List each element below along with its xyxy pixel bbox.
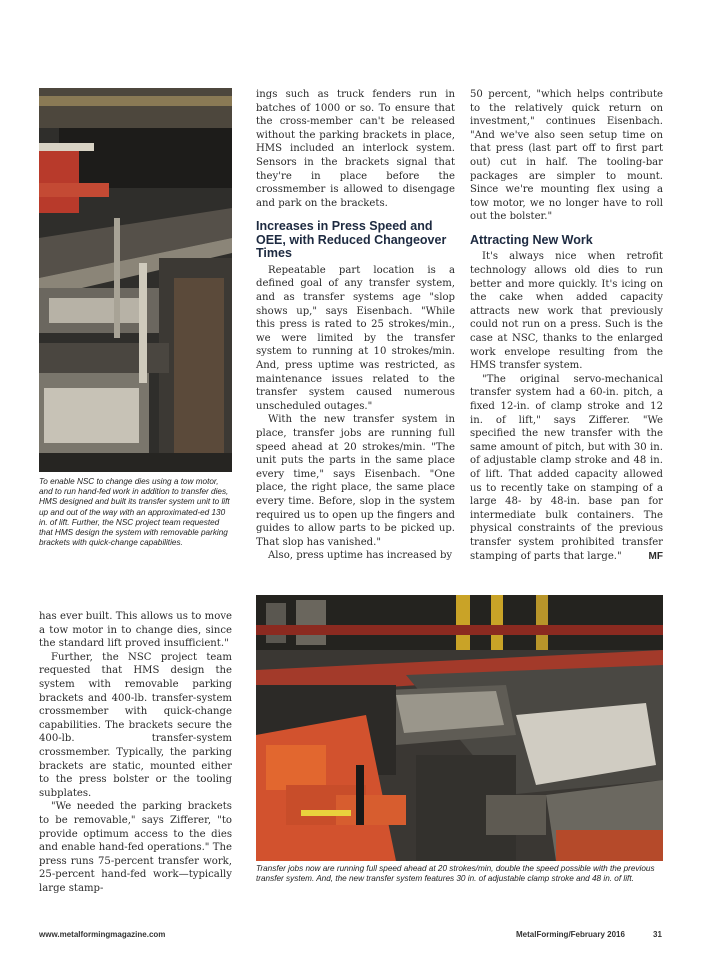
- body-column-3: [470, 88, 663, 563]
- col1-paragraph-2: Further, the NSC project team requested that HMS design the system with removable parking brackets and 400-lb. transfer-system crossmember with quick-change capabilities. The brackets secure the 400-lb. transfer-system crossmember. Typically, the parking brackets are static, mounted either to the press bolster or the tooling subplates.: [39, 651, 232, 799]
- press-transfer-photo-caption: To enable NSC to change dies using a tow motor, and to run hand-fed work in addition to transfer dies, HMS designed and built its transfer system unit to lift up and out of the way with an approximated-ed 130 in. of lift. Further, the NSC project team requested that HMS design the system with removable parking brackets with quick-change capabilities.: [39, 477, 230, 548]
- col1-paragraph-3: "We needed the parking brackets to be removable," says Zifferer, "to provide optimum access to the dies and enable hand-fed operations." The press runs 75-percent transfer work, 25-percent hand-fed work—typically large stamp-: [39, 801, 232, 894]
- col2-paragraph-1: ings such as truck fenders run in batches of 1000 or so. To ensure that the cross-member can't be released without the parking brackets in place, HMS included an interlock system. Sensors in the brackets signal that they're in place before the crossmember is allowed to disengage and park on the brackets.: [256, 89, 455, 209]
- section-heading-press-speed: Increases in Press Speed and OEE, with Reduced Changeover Times: [256, 219, 447, 261]
- col2-paragraph-2: Repeatable part location is a defined goal of any transfer system, and as transfer systems age "slop shows up," says Eisenbach. "While this press is rated to 25 strokes/min., we were limited by the transfer system to running at 10 strokes/min. And, press uptime was restricted, as maintenance issues related to the transfer system caused numerous unscheduled outages.": [256, 264, 455, 412]
- col3-paragraph-2: It's always nice when retrofit technology allows old dies to run better and more quickly. It's icing on the cake when added capacity attracts new work that previously could not run on a press. Such is the case at NSC, thanks to the enlarged work envelope resulting from the HMS transfer system.: [470, 251, 663, 372]
- page-number: 31: [653, 930, 662, 939]
- col3-paragraph-3: [470, 373, 663, 563]
- section-heading-new-work: Attracting New Work: [470, 232, 593, 247]
- col2-paragraph-4: Also, press uptime has increased by: [268, 550, 453, 562]
- body-column-2: [256, 88, 455, 563]
- transfer-system-photo: [256, 595, 663, 861]
- press-transfer-photo: [39, 88, 232, 472]
- footer-publication: MetalForming/February 2016: [516, 930, 625, 939]
- transfer-system-image: [256, 595, 663, 861]
- col2-paragraph-3: With the new transfer system in place, transfer jobs are running full speed ahead at 20 strokes/min. "The unit puts the parts in the same place every time," says Eisenbach. "One place, the right place, the same place every time. Before, slop in the system required us to open up the fingers and guides to allow parts to be picked up. That slop has vanished.": [256, 414, 455, 548]
- col3-paragraph-3-text: "The original servo-mechanical transfer system had a 60-in. pitch, a fixed 12-in. of clamp stroke and 12 in. of lift," says Zifferer. "We specified the new transfer with the same amount of pitch, but with 30 in. of adjustable clamp stroke and 48 in. of lift. That added capacity allowed us to recently take on stamping of a large 48- by 48-in. base pan for intermediate bulk containers. The physical constraints of the previous transfer system prohibited transfer stamping of parts that large.": [470, 373, 663, 562]
- footer-website: www.metalformingmagazine.com: [39, 930, 166, 939]
- col1-paragraph-1: has ever built. This allows us to move a tow motor in to change dies, since the standard lift proved insufficient.": [39, 611, 232, 650]
- transfer-system-photo-caption: Transfer jobs now are running full speed ahead at 20 strokes/min, double the speed possible with the previous transfer system. And, the new transfer system features 30 in. of adjustable clamp stroke and 48 in. of lift.: [256, 864, 655, 884]
- article-end-mark: MF: [648, 550, 663, 562]
- body-column-1: [39, 610, 232, 895]
- press-transfer-image: [39, 88, 232, 472]
- col3-paragraph-1: 50 percent, "which helps contribute to the relatively quick return on investment," continues Eisenbach. "And we've also seen setup time on that press (last part off to first part out) cut in half. The tooling-bar packages are simpler to mount. Since we're mounting flex using a tow motor, we no longer have to roll out the bolster.": [470, 89, 663, 223]
